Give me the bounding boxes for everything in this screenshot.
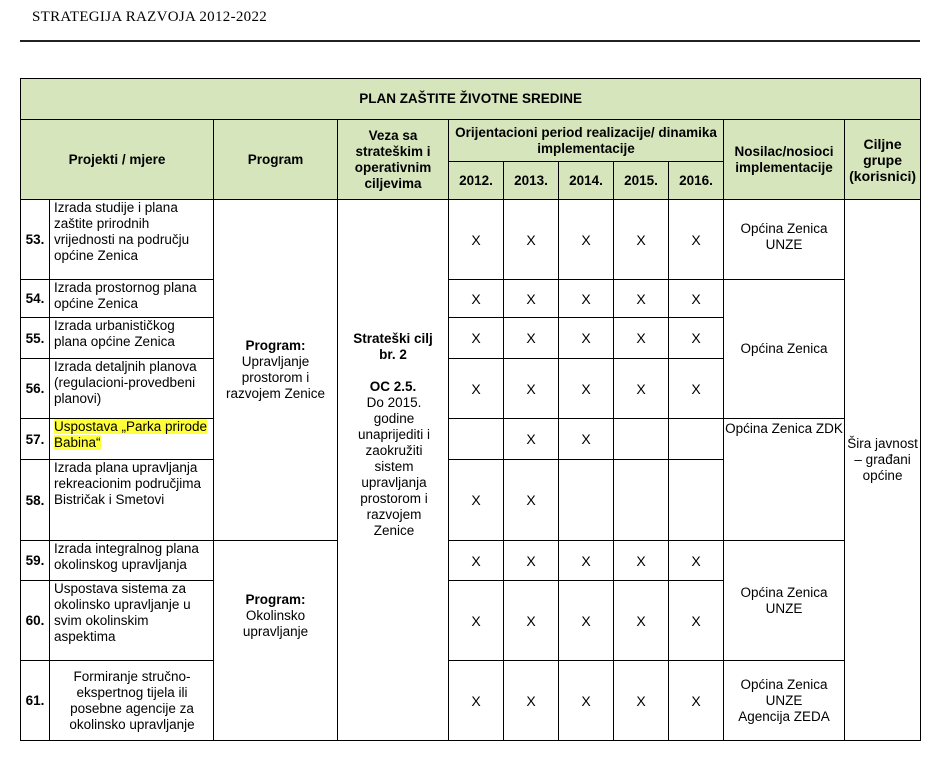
row-number: 56. <box>21 359 50 419</box>
project-cell: Formiranje stručno-ekspertnog tijela ili posebne agencije za okolinsko upravljanje <box>50 661 214 741</box>
nosilac-cell: Općina Zenica UNZE <box>724 541 845 661</box>
mark-cell: X <box>614 661 669 741</box>
mark-cell: X <box>669 661 724 741</box>
program-text: Okolinsko upravljanje <box>242 607 309 639</box>
mark-cell: X <box>559 200 614 280</box>
mark-cell: X <box>449 318 504 359</box>
nosilac-line: Agencija ZEDA <box>738 708 830 724</box>
project-cell: Izrada detaljnih planova (regulacioni-provedbeni planovi) <box>50 359 214 419</box>
mark-cell: X <box>559 541 614 581</box>
nosilac-cell: Općina Zenica UNZE <box>724 200 845 280</box>
mark-cell: X <box>614 280 669 318</box>
mark-cell: X <box>559 280 614 318</box>
header-year: 2012. <box>449 162 504 200</box>
mark-cell: X <box>559 419 614 460</box>
mark-cell: X <box>504 460 559 541</box>
mark-cell: X <box>669 581 724 661</box>
mark-cell: X <box>669 541 724 581</box>
program-cell-1 <box>214 200 338 541</box>
mark-cell: X <box>614 318 669 359</box>
project-cell <box>50 419 214 460</box>
project-cell: Izrada plana upravljanja rekreacionim područjima Bistričak i Smetovi <box>50 460 214 541</box>
mark-cell: X <box>449 661 504 741</box>
header-veza: Veza sa strateškim i operativnim ciljevima <box>338 120 449 200</box>
program-label: Program: <box>245 338 306 353</box>
row-number: 55. <box>21 318 50 359</box>
table-row <box>21 200 921 280</box>
program-text: Upravljanje prostorom i razvojem Zenice <box>225 354 326 401</box>
header-year: 2014. <box>559 162 614 200</box>
nosilac-line: UNZE <box>765 692 803 708</box>
mark-cell <box>449 419 504 460</box>
table-title: PLAN ZAŠTITE ŽIVOTNE SREDINE <box>21 79 921 120</box>
strategic-goal: Strateški cilj br. 2 <box>353 331 433 362</box>
nosilac-line: Općina Zenica <box>740 676 828 692</box>
mark-cell <box>614 419 669 460</box>
mark-cell: X <box>559 318 614 359</box>
mark-cell: X <box>669 280 724 318</box>
project-cell: Izrada integralnog plana okolinskog upravljanja <box>50 541 214 581</box>
mark-cell: X <box>504 359 559 419</box>
operative-goal-code: OC 2.5. <box>369 379 417 394</box>
mark-cell: X <box>504 200 559 280</box>
program-label: Program: <box>245 591 306 607</box>
mark-cell: X <box>504 280 559 318</box>
mark-cell <box>614 460 669 541</box>
highlighted-project-text: Uspostava „Parka prirode Babina“ <box>54 419 208 450</box>
mark-cell: X <box>614 359 669 419</box>
mark-cell: X <box>449 280 504 318</box>
ciljne-grupe-cell: Šira javnost – građani općine <box>845 200 921 741</box>
row-number: 54. <box>21 280 50 318</box>
mark-cell: X <box>449 200 504 280</box>
header-year: 2016. <box>669 162 724 200</box>
veza-cell <box>338 200 449 741</box>
nosilac-cell: Općina Zenica ZDK <box>724 419 845 541</box>
mark-cell: X <box>559 359 614 419</box>
operative-goal-text: Do 2015. godine unaprijediti i zaokružiti sistem upravljanja prostorom i razvojem Zenice <box>357 395 431 538</box>
project-cell: Izrada prostornog plana općine Zenica <box>50 280 214 318</box>
row-number: 59. <box>21 541 50 581</box>
table-row <box>21 419 921 460</box>
mark-cell: X <box>669 318 724 359</box>
row-number: 61. <box>21 661 50 741</box>
mark-cell: X <box>559 581 614 661</box>
header-period: Orijentacioni period realizacije/ dinamika implementacije <box>449 120 724 162</box>
mark-cell: X <box>449 541 504 581</box>
header-program: Program <box>214 120 338 200</box>
row-number: 53. <box>21 200 50 280</box>
header-nosilac: Nosilac/nosioci implementacije <box>724 120 845 200</box>
row-number: 57. <box>21 419 50 460</box>
table-row <box>21 280 921 318</box>
mark-cell: X <box>449 359 504 419</box>
mark-cell: X <box>669 200 724 280</box>
mark-cell <box>559 460 614 541</box>
table-row <box>21 661 921 741</box>
header-ciljne-grupe: Ciljne grupe (korisnici) <box>845 120 921 200</box>
header-projekti: Projekti / mjere <box>21 120 214 200</box>
mark-cell: X <box>504 661 559 741</box>
row-number: 58. <box>21 460 50 541</box>
project-cell: Izrada urbanističkog plana općine Zenica <box>50 318 214 359</box>
row-number: 60. <box>21 581 50 661</box>
mark-cell: X <box>449 460 504 541</box>
program-cell-2 <box>214 541 338 741</box>
project-cell: Uspostava sistema za okolinsko upravljanje u svim okolinskim aspektima <box>50 581 214 661</box>
mark-cell: X <box>504 318 559 359</box>
nosilac-cell: Općina Zenica <box>724 280 845 419</box>
mark-cell: X <box>504 419 559 460</box>
project-cell: Izrada studije i plana zaštite prirodnih vrijednosti na području općine Zenica <box>50 200 214 280</box>
header-divider <box>20 40 920 42</box>
mark-cell <box>669 419 724 460</box>
mark-cell: X <box>669 359 724 419</box>
mark-cell: X <box>504 581 559 661</box>
mark-cell: X <box>559 661 614 741</box>
header-year: 2013. <box>504 162 559 200</box>
nosilac-cell <box>724 661 845 741</box>
mark-cell: X <box>614 581 669 661</box>
mark-cell <box>669 460 724 541</box>
header-year: 2015. <box>614 162 669 200</box>
mark-cell: X <box>449 581 504 661</box>
table-row <box>21 541 921 581</box>
environment-plan-table <box>20 78 921 741</box>
mark-cell: X <box>614 541 669 581</box>
document-header: STRATEGIJA RAZVOJA 2012-2022 <box>32 9 268 25</box>
mark-cell: X <box>614 200 669 280</box>
mark-cell: X <box>504 541 559 581</box>
